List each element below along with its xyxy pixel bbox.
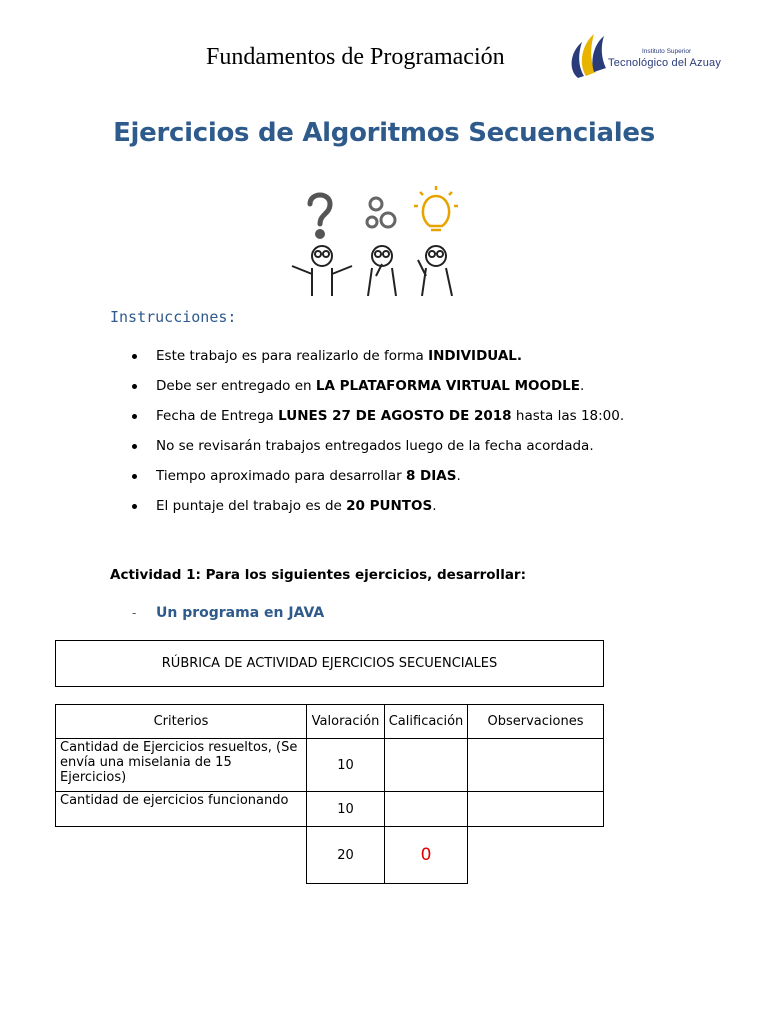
bullet-icon	[132, 384, 137, 389]
calificacion-cell	[385, 792, 468, 827]
header-observaciones: Observaciones	[468, 705, 604, 739]
list-item: Debe ser entregado en LA PLATAFORMA VIRTUAL MOODLE.	[130, 376, 658, 396]
gears-icon	[367, 198, 395, 227]
total-calificacion: 0	[385, 827, 468, 884]
observaciones-cell	[468, 792, 604, 827]
list-item: El puntaje del trabajo es de 20 PUNTOS.	[130, 496, 658, 516]
course-title: Fundamentos de Programación	[206, 44, 505, 70]
header-criterios: Criterios	[56, 705, 307, 739]
header-valoracion: Valoración	[307, 705, 385, 739]
bullet-icon	[132, 414, 137, 419]
list-item: Este trabajo es para realizarlo de forma INDIVIDUAL.	[130, 346, 658, 366]
list-item: No se revisarán trabajos entregados luego de la fecha acordada.	[130, 436, 658, 456]
valoracion-cell: 10	[307, 792, 385, 827]
activity-subitem: Un programa en JAVA	[156, 605, 325, 621]
logo-text-line2: Tecnológico del Azuay	[608, 57, 722, 69]
total-row	[56, 827, 604, 884]
thinking-figures-illustration	[282, 184, 478, 296]
table-row	[56, 739, 604, 792]
lightbulb-icon	[414, 186, 458, 230]
valoracion-cell: 10	[307, 739, 385, 792]
bullet-icon	[132, 474, 137, 479]
header-calificacion: Calificación	[385, 705, 468, 739]
document-title: Ejercicios de Algoritmos Secuenciales	[113, 118, 655, 148]
calificacion-cell	[385, 739, 468, 792]
rubric-title: RÚBRICA DE ACTIVIDAD EJERCICIOS SECUENCIALES	[55, 640, 604, 687]
instructions-list	[130, 346, 658, 526]
list-item: Tiempo aproximado para desarrollar 8 DIAS.	[130, 466, 658, 486]
list-item: Fecha de Entrega LUNES 27 DE AGOSTO DE 2018 hasta las 18:00.	[130, 406, 658, 426]
bullet-icon	[132, 444, 137, 449]
logo-text-line1: Instituto Superior	[642, 48, 692, 55]
total-valoracion: 20	[307, 827, 385, 884]
dash-bullet: -	[132, 606, 137, 620]
criterio-cell: Cantidad de ejercicios funcionando	[56, 792, 307, 827]
instructions-heading: Instrucciones:	[110, 308, 237, 326]
table-row	[56, 792, 604, 827]
observaciones-cell	[468, 739, 604, 792]
activity-title: Actividad 1: Para los siguientes ejercicios, desarrollar:	[110, 567, 526, 583]
bullet-icon	[132, 504, 137, 509]
bullet-icon	[132, 354, 137, 359]
stick-figures	[292, 246, 452, 296]
criterio-cell: Cantidad de Ejercicios resueltos, (Se envía una miselania de 15 Ejercicios)	[56, 739, 307, 792]
rubric-table	[55, 704, 604, 884]
question-mark-icon	[310, 195, 330, 237]
